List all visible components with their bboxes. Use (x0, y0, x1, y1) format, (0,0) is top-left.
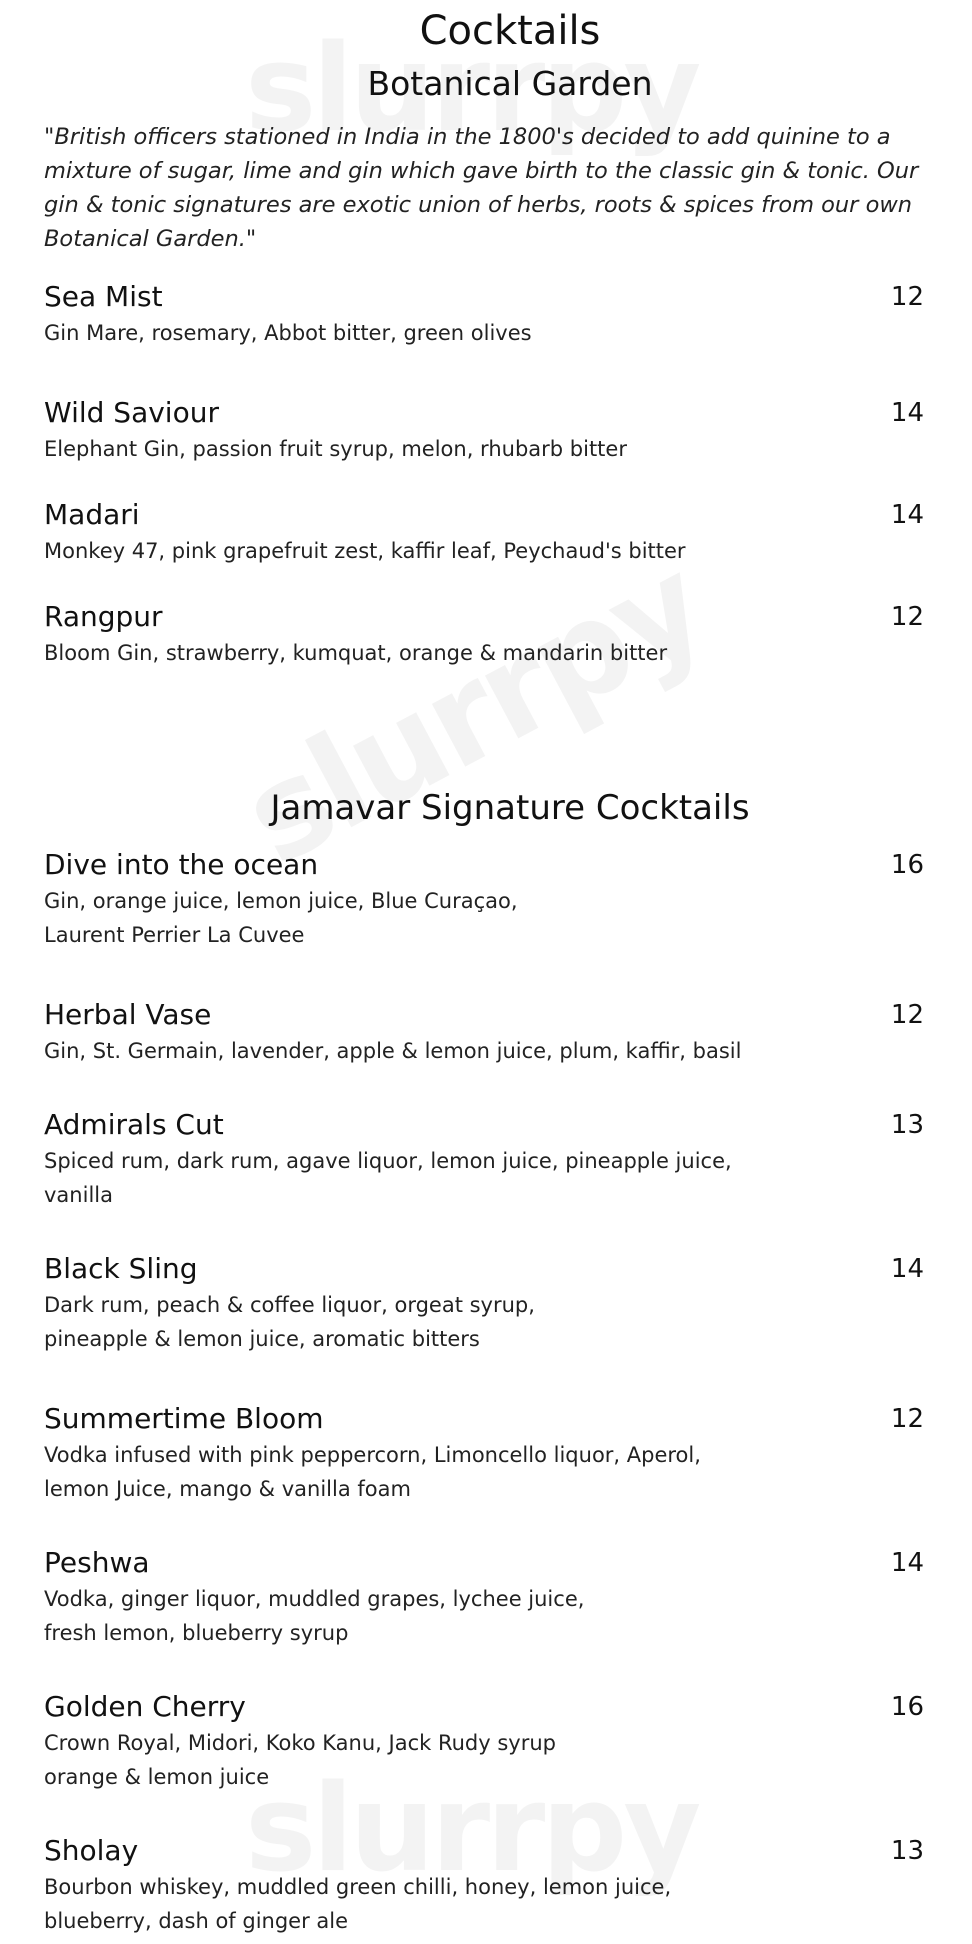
item-description: Laurent Perrier La Cuvee (44, 923, 305, 947)
item-name: Wild Saviour (44, 396, 219, 429)
item-description: Gin, St. Germain, lavender, apple & lemon juice, plum, kaffir, basil (44, 1039, 742, 1063)
menu-item (44, 498, 924, 568)
item-price: 14 (890, 500, 924, 530)
item-description: blueberry, dash of ginger ale (44, 1909, 349, 1933)
item-description: vanilla (44, 1183, 113, 1207)
item-description: Crown Royal, Midori, Koko Kanu, Jack Rudy syrup (44, 1731, 556, 1755)
item-name: Madari (44, 498, 140, 531)
item-name: Sholay (44, 1834, 139, 1867)
menu-item (44, 1252, 924, 1356)
item-description: fresh lemon, blueberry syrup (44, 1621, 349, 1645)
menu-item (44, 1108, 924, 1212)
menu-item (44, 1690, 924, 1794)
menu-item (44, 600, 924, 670)
item-price: 13 (890, 1836, 924, 1866)
item-name: Golden Cherry (44, 1690, 246, 1723)
menu-item (44, 280, 924, 350)
section-title-botanical: Botanical Garden (367, 64, 653, 103)
item-name: Rangpur (44, 600, 163, 633)
item-description: Bloom Gin, strawberry, kumquat, orange & mandarin bitter (44, 641, 668, 665)
item-name: Peshwa (44, 1546, 150, 1579)
item-description: Spiced rum, dark rum, agave liquor, lemon juice, pineapple juice, (44, 1149, 732, 1173)
section-title-signature: Jamavar Signature Cocktails (270, 788, 750, 828)
item-price: 16 (890, 1692, 924, 1722)
item-name: Admirals Cut (44, 1108, 224, 1141)
item-description: Vodka, ginger liquor, muddled grapes, lychee juice, (44, 1587, 585, 1611)
menu-title: Cocktails (419, 8, 601, 54)
menu-item (44, 848, 924, 952)
item-description: Monkey 47, pink grapefruit zest, kaffir leaf, Peychaud's bitter (44, 539, 686, 563)
item-price: 12 (890, 1404, 924, 1434)
item-price: 14 (890, 1548, 924, 1578)
item-price: 14 (890, 1254, 924, 1284)
item-description: Gin Mare, rosemary, Abbot bitter, green olives (44, 321, 532, 345)
item-description: pineapple & lemon juice, aromatic bitters (44, 1327, 480, 1351)
item-description: Elephant Gin, passion fruit syrup, melon, rhubarb bitter (44, 437, 627, 461)
menu-item (44, 396, 924, 466)
item-description: orange & lemon juice (44, 1765, 270, 1789)
menu-item (44, 998, 924, 1068)
item-description: Gin, orange juice, lemon juice, Blue Curaçao, (44, 889, 518, 913)
item-price: 13 (890, 1110, 924, 1140)
menu-item (44, 1402, 924, 1506)
item-price: 16 (890, 850, 924, 880)
item-description: Bourbon whiskey, muddled green chilli, honey, lemon juice, (44, 1875, 672, 1899)
item-description: lemon Juice, mango & vanilla foam (44, 1477, 411, 1501)
item-price: 12 (890, 1000, 924, 1030)
item-name: Sea Mist (44, 280, 163, 313)
item-name: Dive into the ocean (44, 848, 319, 881)
intro-quote: "British officers stationed in India in the 1800's decided to add quinine to a mixture of sugar, lime and gin which gave birth to the classic gin & tonic. Our gin & tonic signatures are exotic union of herbs, roots & spices from our own Botanical Garden." (44, 124, 919, 252)
item-name: Black Sling (44, 1252, 198, 1285)
watermark-logo (220, 529, 726, 894)
item-price: 12 (890, 602, 924, 632)
item-description: Vodka infused with pink peppercorn, Limoncello liquor, Aperol, (44, 1443, 701, 1467)
item-price: 14 (890, 398, 924, 428)
item-name: Summertime Bloom (44, 1402, 324, 1435)
menu-item (44, 1834, 924, 1938)
item-name: Herbal Vase (44, 998, 212, 1031)
menu-item (44, 1546, 924, 1650)
item-description: Dark rum, peach & coffee liquor, orgeat syrup, (44, 1293, 535, 1317)
item-price: 12 (890, 282, 924, 312)
